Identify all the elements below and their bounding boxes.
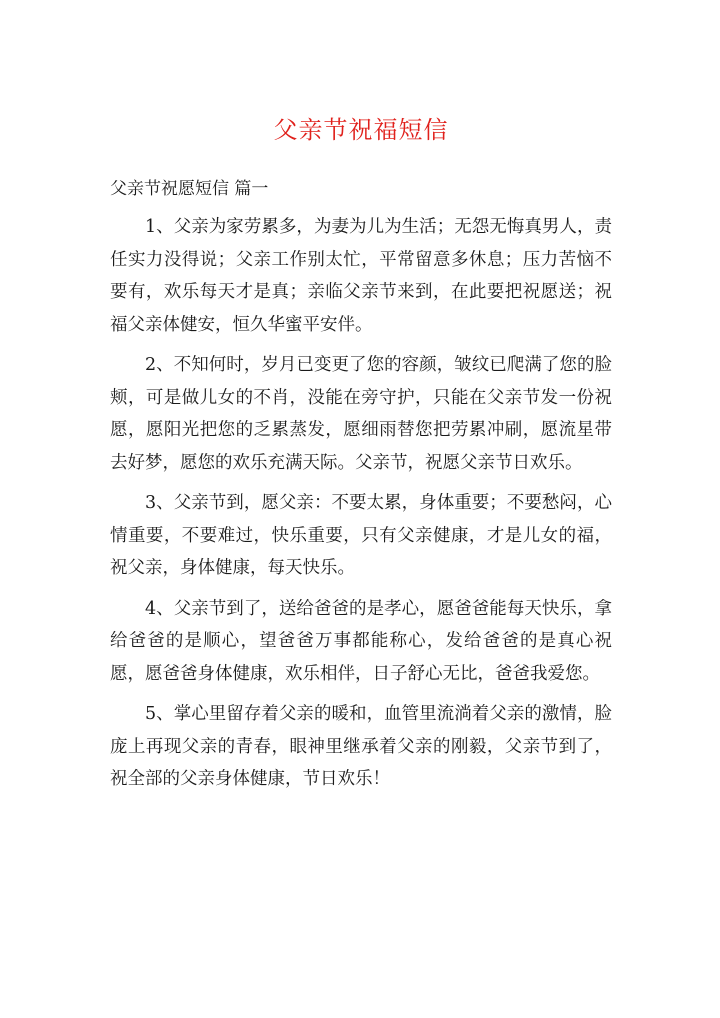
paragraph-5: 5、掌心里留存着父亲的暖和，血管里流淌着父亲的激情，脸庞上再现父亲的青春，眼神里继承着父亲的刚毅，父亲节到了，祝全部的父亲身体健康，节日欢乐！: [110, 704, 612, 789]
section-heading: 父亲节祝愿短信 篇一: [110, 179, 269, 199]
paragraph-1: 1、父亲为家劳累多，为妻为儿为生活；无怨无悔真男人，责任实力没得说；父亲工作别太忙，平常留意多休息；压力苦恼不要有，欢乐每天才是真；亲临父亲节来到，在此要把祝愿送；祝福父亲体健安，恒久华蜜平安伴。: [110, 217, 612, 335]
document-title: 父亲节祝福短信: [273, 116, 449, 144]
paragraph-3: 3、父亲节到，愿父亲：不要太累，身体重要；不要愁闷，心情重要，不要难过，快乐重要，只有父亲健康，才是儿女的福，祝父亲，身体健康，每天快乐。: [110, 493, 612, 578]
paragraph-4: 4、父亲节到了，送给爸爸的是孝心，愿爸爸能每天快乐，拿给爸爸的是顺心，望爸爸万事都能称心，发给爸爸的是真心祝愿，愿爸爸身体健康，欢乐相伴，日子舒心无比，爸爸我爱您。: [110, 598, 612, 684]
paragraph-2: 2、不知何时，岁月已变更了您的容颜，皱纹已爬满了您的脸颊，可是做儿女的不肖，没能在旁守护，只能在父亲节发一份祝愿，愿阳光把您的乏累蒸发，愿细雨替您把劳累冲刷，愿流星带去好梦，愿您的欢乐充满天际。父亲节，祝愿父亲节日欢乐。: [110, 355, 612, 473]
